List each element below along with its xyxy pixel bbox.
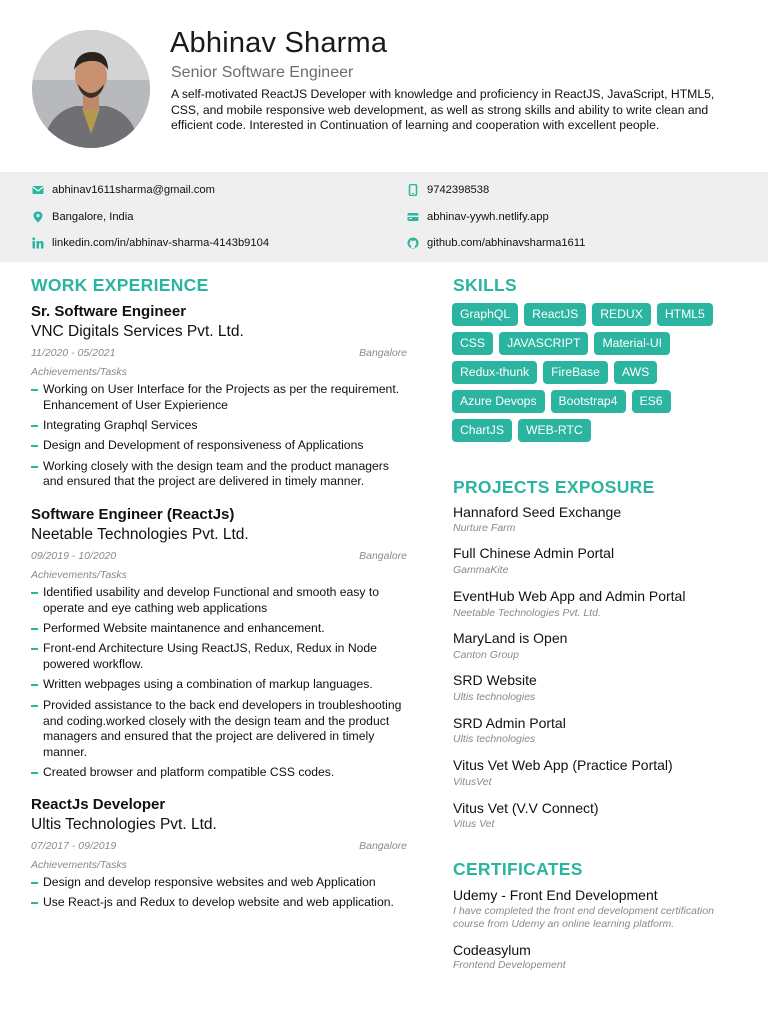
job-company: Neetable Technologies Pvt. Ltd. xyxy=(31,526,249,543)
skill-tag: GraphQL xyxy=(452,303,518,326)
bullet-item: Front-end Architecture Using ReactJS, Redux, Redux in Node powered workflow. xyxy=(31,641,411,673)
bullet-item: Identified usability and develop Functional and smooth easy to operate and eye cathing web applications xyxy=(31,585,411,617)
job-title: Software Engineer (ReactJs) xyxy=(31,506,235,523)
skill-tag: Bootstrap4 xyxy=(551,390,626,413)
profile-summary: A self-motivated ReactJS Developer with knowledge and proficiency in ReactJS, JavaScript, HTML5, CSS, and mobile responsive web development, as well as strong skills and ability to write clean and efficient code. Interested in Continuation of learning and cooperation with excellent people. xyxy=(171,87,715,132)
bullet-item: Integrating Graphql Services xyxy=(31,418,411,434)
project-name: Hannaford Seed Exchange xyxy=(453,504,622,520)
certificate-name: Udemy - Front End Development xyxy=(453,887,658,903)
skill-tag: REDUX xyxy=(592,303,651,326)
work-experience-heading: WORK EXPERIENCE xyxy=(31,275,209,295)
profile-photo xyxy=(32,30,150,148)
bullet-item: Created browser and platform compatible CSS codes. xyxy=(31,765,411,781)
skills-heading: SKILLS xyxy=(453,275,518,295)
website-icon xyxy=(407,211,419,223)
job-bullets xyxy=(31,875,411,916)
mail-icon xyxy=(32,184,44,196)
contact-github-text: github.com/abhinavsharma1611 xyxy=(427,237,586,249)
bullet-item: Provided assistance to the back end developers in troubleshooting and coding.worked closely with the design team and the product managers and ensured that the project are delivered in timely manner. xyxy=(31,698,411,761)
contact-website-text: abhinav-yywh.netlify.app xyxy=(427,211,549,223)
bullet-item: Design and develop responsive websites and web Application xyxy=(31,875,411,891)
skills-list xyxy=(452,303,742,448)
contact-phone-text: 9742398538 xyxy=(427,184,490,196)
skill-tag: ChartJS xyxy=(452,419,512,442)
job-location: Bangalore xyxy=(359,347,407,359)
achievements-label: Achievements/Tasks xyxy=(31,569,127,581)
bullet-item: Working on User Interface for the Projects as per the requirement. Enhancement of User Expierience xyxy=(31,382,411,414)
job-dates: 11/2020 - 05/2021 xyxy=(31,347,116,359)
job-title: Sr. Software Engineer xyxy=(31,303,187,320)
skill-tag: Material-UI xyxy=(594,332,670,355)
skill-tag: ReactJS xyxy=(524,303,586,326)
contact-email[interactable] xyxy=(52,182,215,198)
contact-linkedin[interactable] xyxy=(52,235,269,251)
certificate-name: Codeasylum xyxy=(453,942,531,958)
job-company: Ultis Technologies Pvt. Ltd. xyxy=(31,816,217,833)
project-name: SRD Website xyxy=(453,672,537,688)
achievements-label: Achievements/Tasks xyxy=(31,366,127,378)
project-org: Vitus Vet xyxy=(453,818,495,830)
resume-header xyxy=(0,0,768,172)
contact-email-text: abhinav1611sharma@gmail.com xyxy=(52,184,215,196)
job-location: Bangalore xyxy=(359,840,407,852)
project-org: Neetable Technologies Pvt. Ltd. xyxy=(453,607,601,619)
contact-website[interactable] xyxy=(427,209,549,225)
skill-tag: JAVASCRIPT xyxy=(499,332,588,355)
achievements-label: Achievements/Tasks xyxy=(31,859,127,871)
skill-tag: FireBase xyxy=(543,361,608,384)
profile-photo-image xyxy=(32,30,150,148)
job-title: ReactJs Developer xyxy=(31,796,166,813)
project-name: EventHub Web App and Admin Portal xyxy=(453,588,686,604)
candidate-name: Abhinav Sharma xyxy=(170,27,388,59)
skill-tag: WEB-RTC xyxy=(518,419,591,442)
location-pin-icon xyxy=(32,211,44,223)
certificate-description: Frontend Developement xyxy=(453,959,566,971)
job-dates: 09/2019 - 10/2020 xyxy=(31,550,117,562)
project-org: Ultis technologies xyxy=(453,691,536,703)
project-name: Full Chinese Admin Portal xyxy=(453,545,615,561)
project-name: Vitus Vet (V.V Connect) xyxy=(453,800,599,816)
github-icon xyxy=(407,237,419,249)
skill-tag: Azure Devops xyxy=(452,390,545,413)
project-name: MaryLand is Open xyxy=(453,630,568,646)
project-name: Vitus Vet Web App (Practice Portal) xyxy=(453,757,673,773)
certificate-description: I have completed the front end development certification course from Udemy an online learning platform. xyxy=(453,905,714,930)
contact-band xyxy=(0,172,768,262)
skill-tag: AWS xyxy=(614,361,657,384)
linkedin-icon xyxy=(32,237,44,249)
project-org: Canton Group xyxy=(453,649,519,661)
skill-tag: HTML5 xyxy=(657,303,713,326)
job-bullets xyxy=(31,585,411,786)
skill-tag: Redux-thunk xyxy=(452,361,537,384)
contact-phone[interactable] xyxy=(427,182,489,198)
bullet-item: Written webpages using a combination of markup languages. xyxy=(31,677,411,693)
bullet-item: Use React-js and Redux to develop website and web application. xyxy=(31,895,411,911)
job-company: VNC Digitals Services Pvt. Ltd. xyxy=(31,323,244,340)
job-bullets xyxy=(31,382,411,495)
projects-heading: PROJECTS EXPOSURE xyxy=(453,477,655,497)
project-org: VitusVet xyxy=(453,776,492,788)
project-org: Ultis technologies xyxy=(453,733,536,745)
bullet-item: Performed Website maintanence and enhancement. xyxy=(31,621,411,637)
skill-tag: ES6 xyxy=(632,390,671,413)
contact-location xyxy=(52,209,133,225)
bullet-item: Working closely with the design team and the product managers and ensured that the project are delivered in timely manner. xyxy=(31,459,411,491)
project-name: SRD Admin Portal xyxy=(453,715,566,731)
job-dates: 07/2017 - 09/2019 xyxy=(31,840,117,852)
phone-icon xyxy=(407,184,419,196)
candidate-role: Senior Software Engineer xyxy=(171,64,354,81)
contact-linkedin-text: linkedin.com/in/abhinav-sharma-4143b9104 xyxy=(52,237,270,249)
project-org: GammaKite xyxy=(453,564,509,576)
contact-location-text: Bangalore, India xyxy=(52,211,134,223)
bullet-item: Design and Development of responsiveness of Applications xyxy=(31,438,411,454)
job-location: Bangalore xyxy=(359,550,407,562)
contact-github[interactable] xyxy=(427,235,585,251)
project-org: Nurture Farm xyxy=(453,522,516,534)
skill-tag: CSS xyxy=(452,332,493,355)
certificates-heading: CERTIFICATES xyxy=(453,859,583,879)
